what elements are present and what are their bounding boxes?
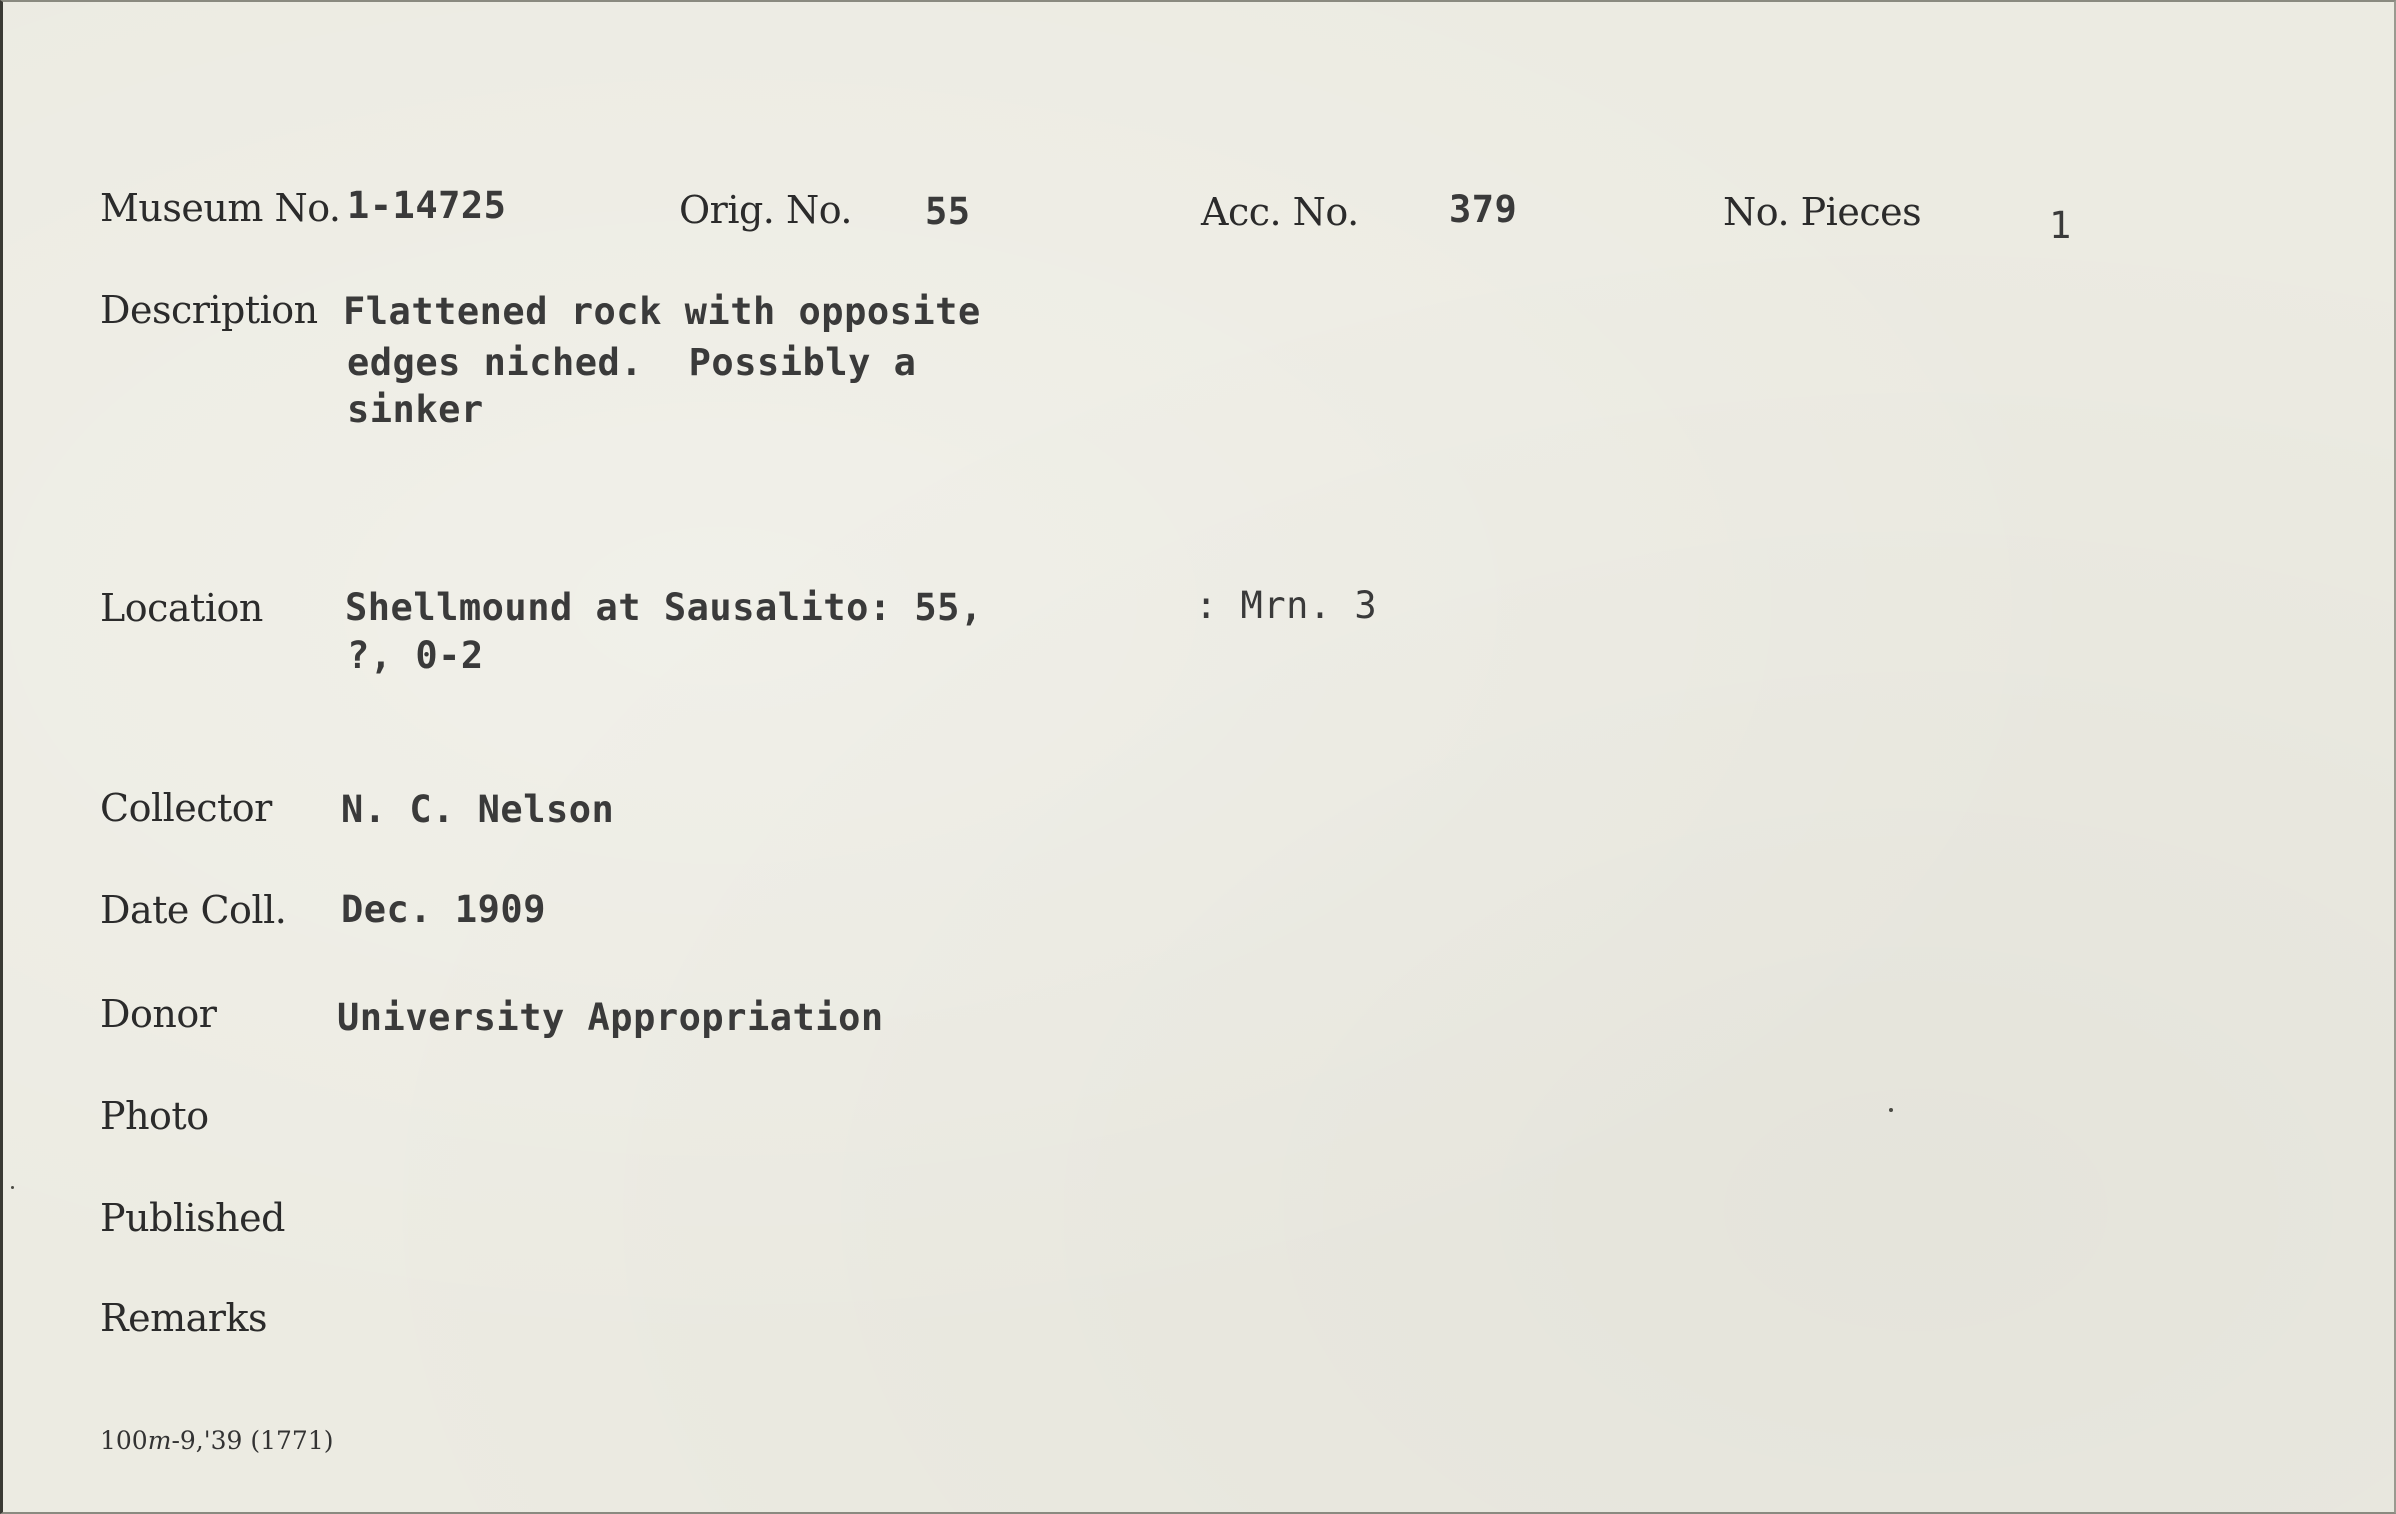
acc-no-value: 379 <box>1449 188 1518 231</box>
donor-label: Donor <box>100 992 217 1036</box>
museum-no-value: 1-14725 <box>347 184 507 227</box>
location-line-1: Shellmound at Sausalito: 55, <box>345 586 983 629</box>
photo-label: Photo <box>100 1094 209 1138</box>
date-coll-label: Date Coll. <box>100 888 287 932</box>
published-label: Published <box>100 1196 285 1240</box>
acc-no-label: Acc. No. <box>1201 190 1359 234</box>
museum-no-label: Museum No. <box>100 186 341 230</box>
no-pieces-label: No. Pieces <box>1723 190 1922 234</box>
collector-label: Collector <box>100 786 272 830</box>
location-extra: : Mrn. 3 <box>1195 584 1378 627</box>
collector-value: N. C. Nelson <box>341 788 615 831</box>
remarks-label: Remarks <box>100 1296 267 1340</box>
description-label: Description <box>100 288 318 332</box>
form-code: 100m-9,'39 (1771) <box>100 1426 334 1455</box>
no-pieces-value: 1 <box>2049 204 2072 247</box>
orig-no-label: Orig. No. <box>679 188 852 232</box>
donor-value: University Appropriation <box>337 996 884 1039</box>
paper-speck <box>1889 1108 1893 1112</box>
description-line-3: sinker <box>347 388 484 431</box>
date-coll-value: Dec. 1909 <box>341 888 546 931</box>
orig-no-value: 55 <box>925 190 971 233</box>
location-line-2: ?, 0-2 <box>347 634 484 677</box>
paper-speck <box>11 1186 14 1189</box>
location-label: Location <box>100 586 263 630</box>
description-line-2: edges niched. Possibly a <box>347 341 917 384</box>
description-line-1: Flattened rock with opposite <box>343 290 981 333</box>
